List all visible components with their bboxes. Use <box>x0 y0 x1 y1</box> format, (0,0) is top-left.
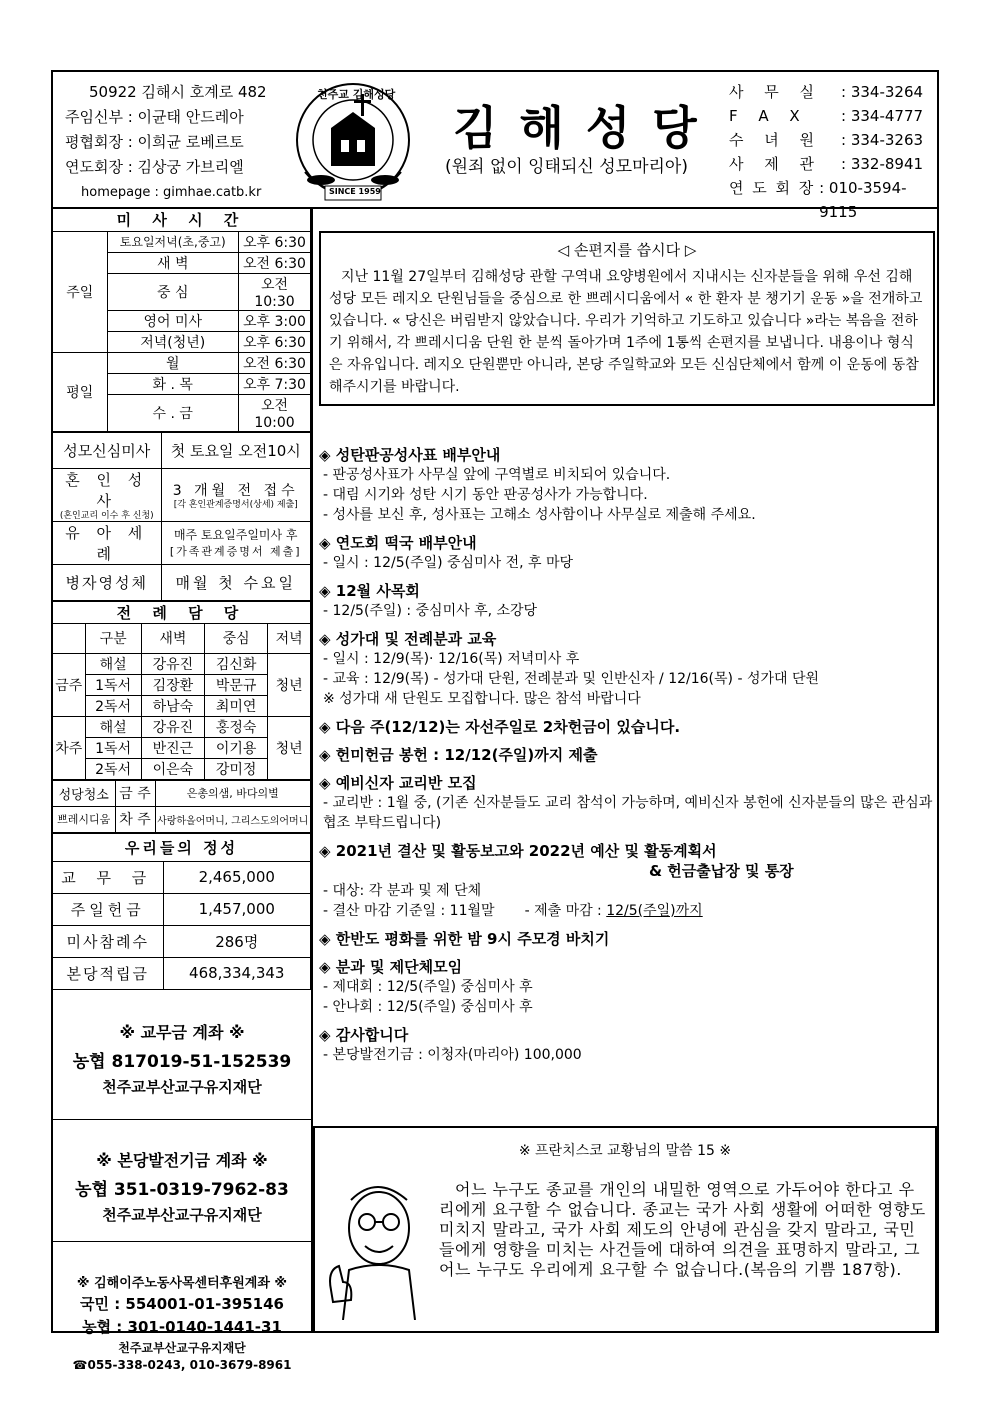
contact-list <box>729 80 937 224</box>
homepage-link[interactable]: homepage : gimhae.catb.kr <box>81 185 262 200</box>
announcements: ◈ 성탄판공성사표 배부안내 - 판공성사표가 사무실 앞에 구역별로 비치되어 있습니다. - 대림 시기와 성탄 시기 동안 판공성사가 가능합니다. - 성사를 보신 후, 성사표는 고해소 성사함이나 사무실로 제출해 주세요. ◈ 연도회 떡국 배부안내 - 일시 : 12/5(주일) 중심미사 전, 후 마당 ◈ 12월 사목회 - 12/5(주일) : 중심미사 후, 소강당 ◈ 성가대 및 전례분과 교육 - 일시 : 12/9(목)· 12/16(목) 저녁미사 후 - 교육 : 12/9(목) - 성가대 단원, 전례분과 및 인반신자 / 12/16(목) - 성가대 단원 ※ 성가대 새 단원도 모집합니다. 많은 참석 바랍니다 ◈ 다음 주(12/12)는 자선주일로 2차헌금이 있습니다. ◈ 헌미헌금 봉헌 : 12/12(주일)까지 제출 ◈ 예비신자 교리반 모집 - 교리반 : 1월 중, (기존 신자분들도 교리 참석이 가능하며, 예비신자 봉헌에 신자분들의 많은 관심과 협조 부탁드립니다) ◈ 2021년 결산 및 활동보고와 2022년 예산 및 활동계획서 & 헌금출납장 및 통장 - 대상: 각 분과 및 제 단체 - 결산 마감 기준일 : 11월말 - 제출 마감 : 12/5(주일)까지 ◈ 한반도 평화를 위한 밤 9시 주모경 바치기 ◈ 분과 및 제단체모임 - 제대회 : 12/5(주일) 중심미사 후 - 안나회 : 12/5(주일) 중심미사 후 ◈ 감사합니다 - 본당발전기금 : 이청자(마리아) 100,000 <box>319 446 933 1063</box>
right-column <box>311 209 937 1331</box>
pope-quote-body: 어느 누구도 종교를 개인의 내밀한 영역으로 가두어야 한다고 우리에게 요구할 수 없습니다. 종교는 국가 사회 생활에 어떠한 영향도 미치지 말라고, 국가 사회 제도의 안녕에 관심을 갖지 말라고, 국민들에게 영향을 미치는 사건들에 대하여 의견을 표명하지 말라고, 그 어느 누구도 우리에게 요구할 수 없습니다.(복음의 기쁨 187항). <box>439 1180 926 1279</box>
weekday-label: 평일 <box>53 352 107 431</box>
pope-quote-title: ※ 프란치스코 교황님의 말씀 15 ※ <box>518 1143 732 1159</box>
contact-row: 연 도 회 장 : 010-3594-9115 <box>729 179 907 221</box>
contact-row: F A X : 334-4777 <box>729 107 924 125</box>
pastor: 주임신부 : 이균태 안드레아 <box>65 108 244 126</box>
parish-info <box>65 80 267 205</box>
logo-text: 천주교 김해성당 <box>317 88 396 101</box>
liturgy-title: 전 례 담 당 <box>53 601 311 623</box>
page-subtitle: (원죄 없이 잉태되신 성모마리아) <box>445 157 688 177</box>
logo-since: SINCE 1959 <box>329 187 381 196</box>
account-box-1: ※ 교무금 계좌 ※ 농협 817019-51-152539 천주교부산교구유지재단 <box>53 990 311 1120</box>
legion-president: 연도회장 : 김상궁 가브리엘 <box>65 158 244 176</box>
account-box-2: ※ 본당발전기금 계좌 ※ 농협 351-0319-7962-83 천주교부산교구유지재단 <box>53 1120 311 1242</box>
sunday-label: 주일 <box>53 231 107 352</box>
page-title: 김해성당 <box>453 101 719 155</box>
sacrament-table: 성모신심미사 첫 토요일 오전10시 혼 인 성 사 (혼인교리 이수 후 신청) 3 개월 전 접수 [각 혼인관계증명서(상세) 제출] 유 아 세 례 매주 토요일주일미사 후 [가족관계증명서 제출] 병자영성체 매월 첫 수요일 <box>53 432 311 601</box>
bulletin-frame <box>51 70 939 1372</box>
notice-title: ◁ 손편지를 씁시다 ▷ <box>557 241 697 259</box>
contact-row: 수 녀 원 : 334-3263 <box>729 131 924 149</box>
letter-notice <box>319 231 935 406</box>
pope-quote-box <box>313 1126 937 1333</box>
cleaning-table: 성당청소 금 주 은총의샘, 바다의별 쁘레시디움 차 주 사랑하올어머니, 그리스도의어머니 <box>53 780 311 833</box>
address: 50922 김해시 호계로 482 <box>89 83 267 101</box>
contact-row: 사 무 실 : 334-3264 <box>729 83 924 101</box>
left-column <box>53 209 311 1372</box>
mass-schedule-table: 미 사 시 간 주일 토요일저녁(초,중고) 오후 6:30 새 벽 오전 6:30 중 심 오전 10:30 영어 미사 오후 3:00 저녁(청년) 오후 6:30 평일 월 오전 6:30 화 . 목 오후 7:30 수 . 금 오전 10:00 <box>53 209 311 432</box>
notice-body: 지난 11월 27일부터 김해성당 관할 구역내 요양병원에서 지내시는 신자분들을 위해 우선 김해성당 모든 레지오 단원님들을 중심으로 한 쁘레시디움에서 « 한 환자 분 챙기기 운동 »을 전개하고 있습니다. « 당신은 버림받지 않았습니다. 우리가 기억하고 기도하고 있습니다 »라는 복음을 전하기 위해서, 각 쁘레시디움 단원 한 분씩 돌아가며 1주에 1통씩 손편지를 보냅니다. 내용이나 형식은 자유입니다. 레지오 단원뿐만 아니라, 본당 주일학교와 모든 신심단체에서 함께 이 운동에 동참해주시기를 바랍니다. <box>329 269 923 395</box>
council-president: 평협회장 : 이희균 로베르토 <box>65 133 244 151</box>
pope-illustration-icon <box>323 1170 433 1320</box>
offering-title: 우리들의 정성 <box>53 833 311 861</box>
offering-table: 우리들의 정성 교 무 금 2,465,000 주일헌금 1,457,000 미사참례수 286명 본당적립금 468,334,343 <box>53 833 311 990</box>
account-box-3: ※ 김해이주노동사목센터후원계좌 ※ 국민 : 554001-01-395146 농협 : 301-0140-1441-31 천주교부산교구유지재단 ☎055-338-0243, 010-3679-8961 <box>72 1275 292 1372</box>
liturgy-table: 전 례 담 당 구분 새벽 중심 저녁 금주 해설 강유진 김신화 청년 1독서 김장환 박문규 2독서 하남숙 최미연 차주 해설 강유진 홍정숙 청년 1독서 반진근 이기용 2독서 이은숙 강미정 <box>53 601 311 780</box>
mass-title: 미 사 시 간 <box>53 209 311 231</box>
contact-row: 사 제 관 : 332-8941 <box>729 155 924 173</box>
